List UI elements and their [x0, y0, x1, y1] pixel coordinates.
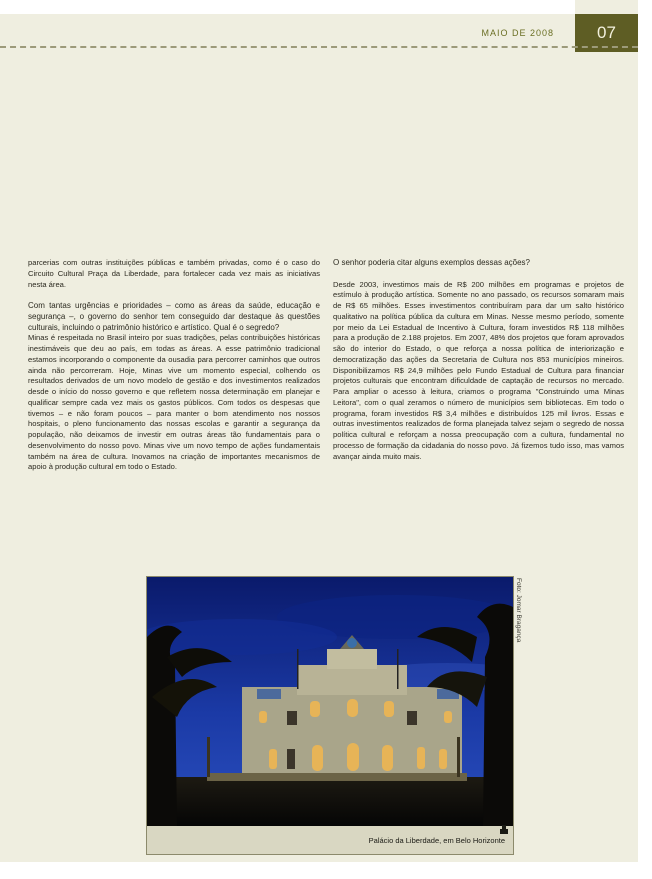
- palace-photo: [147, 577, 513, 826]
- header-divider: [0, 46, 638, 48]
- caption-marker-icon: [500, 825, 508, 834]
- interview-question: O senhor poderia citar alguns exemplos dessas ações?: [333, 258, 530, 267]
- top-margin: [0, 0, 575, 14]
- right-column: [333, 258, 624, 462]
- photo-credit-text: Foto: Jomar Bragança: [515, 578, 522, 643]
- photo-credit: [512, 578, 524, 658]
- issue-date: MAIO DE 2008: [481, 28, 554, 38]
- paragraph: Desde 2003, investimos mais de R$ 200 milhões em programas e projetos de estímulo à produção artística. Somente no ano passado, os recursos somaram mais de R$ 65 milhões. Esses investimentos contribuíram para dar um salto histórico qualitativo na política pública da cultura em Minas. Nesse mesmo período, somente por meio da Lei Estadual de Incentivo à Cultura, foram investidos R$ 118 milhões para a produção de 2.188 projetos. Em 2007, 48% dos projetos que foram aprovados são do interior do Estado, o que reforça a nossa política de interiorização e democratização das ações da Secretaria de Cultura nos 853 municípios mineiros. Disponibilizamos R$ 24,9 milhões pelo Fundo Estadual de Cultura para financiar projetos culturais que encontram dificuldade de captação de recursos no mercado. Para ampliar o acesso à leitura, criamos o programa "Construindo uma Minas Leitora", com o qual zeramos o número de municípios sem bibliotecas. Em todo o programa, foram investidos R$ 3,4 milhões e distribuídos 125 mil livros. Essas e outras investimentos realizados de forma planejada talvez sejam o segredo de nossa política cultural e reforçam a nossa preocupação com a cultura, fundamental no processo de formação da cidadania do nosso povo. Já fizemos tudo isso, mas vamos avançar ainda muito mais.: [333, 279, 624, 461]
- paragraph: parcerias com outras instituições públicas e também privadas, como é o caso do Circuito Cultural Praça da Liberdade, para fortalecer cada vez mais as iniciativas nesta área.: [28, 258, 320, 289]
- paragraph: Minas é respeitada no Brasil inteiro por suas tradições, pelas contribuições históricas inestimáveis que deu ao país, em todas as áreas. A esse patrimônio tradicional estamos incorporando o componente da ousadia para percorrer caminhos que outros ainda não percorreram. Hoje, Minas vive um momento especial, colhendo os resultados derivados de um novo modelo de gestão e dos investimentos realizados desde o início do nosso governo e que refletem nossa determinação em planejar e qualificar sempre cada vez mais os gastos públicos. Com todos os despesas que tivemos – e não foram poucos – para manter o bom atendimento nos nossos hospitais, o pleno funcionamento das nossas escolas e garantir a segurança da população, não deixamos de investir em outras áreas tão fundamentais para o desenvolvimento do nosso povo. Minas vive um novo tempo de ações fundamentais também na área de cultura. Inovamos na criação de importantes mecanismos de apoio à produção cultural em todo o Estado.: [28, 333, 320, 472]
- photo-caption: Palácio da Liberdade, em Belo Horizonte: [368, 836, 505, 845]
- photo-frame: [146, 576, 514, 855]
- interview-question: Com tantas urgências e prioridades – como as áreas da saúde, educação e segurança –, o governo do senhor tem conseguido dar destaque às questões culturais, incluindo o patrimônio histórico e artístico. Qual é o segredo?: [28, 301, 320, 332]
- left-column: [28, 258, 320, 473]
- page-number: 07: [575, 14, 638, 52]
